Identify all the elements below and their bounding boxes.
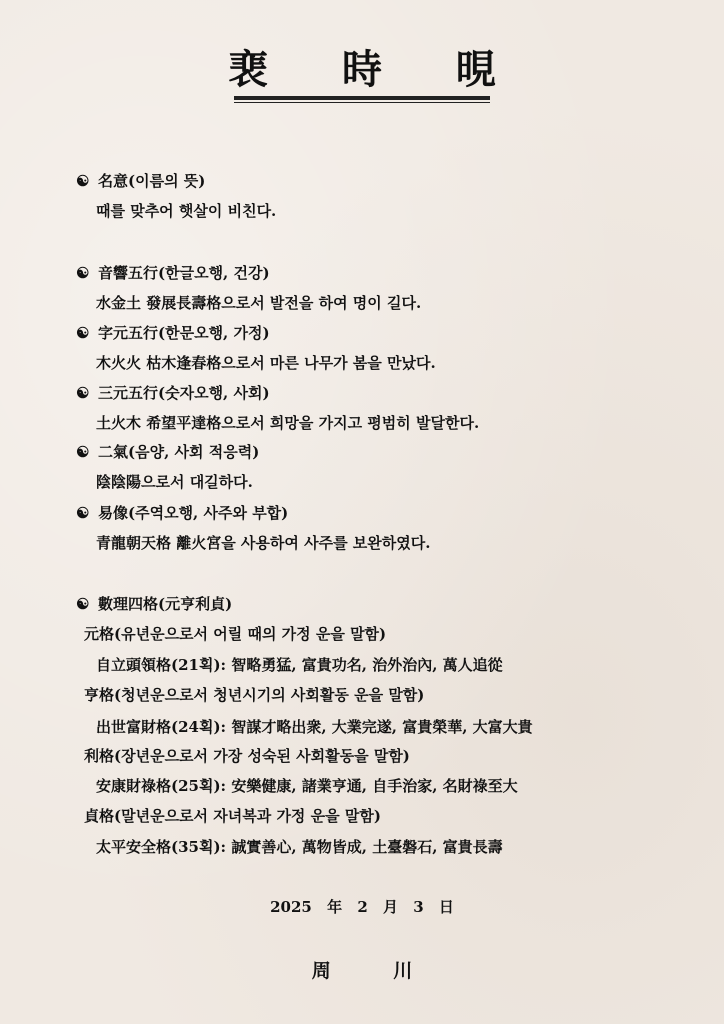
section-heading-numerology [76,593,232,614]
section-heading-sound-five-elements [76,262,270,283]
page-title: 裵 時 晛 [228,46,526,93]
document-author: 周 川 [311,960,441,982]
section-body-number-five-elements: 土火木 希望平達格으로서 희망을 가지고 평범히 발달한다. [96,414,480,432]
section-heading-character-five-elements [76,322,270,343]
section-heading-text: 音響五行(한글오행, 건강) [98,264,270,282]
yin-yang-icon: ☯ [76,172,90,190]
numerology-label-jeong: 貞格(말년운으로서 자녀복과 가정 운을 말함) [84,807,381,825]
document-date: 2025 年 2 月 3 日 [270,898,454,916]
numerology-label-hyeong: 亨格(청년운으로서 청년시기의 사회활동 운을 말함) [84,686,425,704]
numerology-detail-hyeong: 出世富財格(24획): 智謀才略出衆, 大業完遂, 富貴榮華, 大富大貴 [96,718,533,736]
section-heading-two-energies [76,441,259,462]
numerology-detail-won: 自立頭領格(21획): 智略勇猛, 富貴功名, 治外治內, 萬人追從 [96,656,503,674]
section-body-sound-five-elements: 水金土 發展長壽格으로서 발전을 하여 명이 길다. [96,294,422,312]
yin-yang-icon: ☯ [76,595,90,613]
numerology-label-won: 元格(유년운으로서 어릴 때의 가정 운을 말함) [84,625,387,643]
yin-yang-icon: ☯ [76,384,90,402]
section-body-character-five-elements: 木火火 枯木逢春格으로서 마른 나무가 봄을 만났다. [96,354,436,372]
title-underline [234,96,490,103]
section-body-iching-image: 青龍朝天格 離火宮을 사용하여 사주를 보완하였다. [96,534,431,552]
numerology-detail-i: 安康財祿格(25획): 安樂健康, 諸業亨通, 自手治家, 名財祿至大 [96,777,518,795]
yin-yang-icon: ☯ [76,504,90,522]
numerology-label-i: 利格(장년운으로서 가장 성숙된 사회활동을 말함) [84,747,410,765]
section-heading-text: 字元五行(한문오행, 가정) [98,324,270,342]
section-body-name-meaning: 때를 맞추어 햇살이 비친다. [96,202,277,220]
section-body-two-energies: 陰陰陽으로서 대길하다. [96,473,253,491]
numerology-detail-jeong: 太平安全格(35획): 誠實善心, 萬物皆成, 土臺磐石, 富貴長壽 [96,838,503,856]
section-heading-name-meaning [76,170,205,191]
yin-yang-icon: ☯ [76,443,90,461]
section-heading-text: 二氣(음양, 사회 적응력) [98,443,260,461]
yin-yang-icon: ☯ [76,264,90,282]
section-heading-text: 三元五行(숫자오행, 사회) [98,384,270,402]
section-heading-number-five-elements [76,382,270,403]
yin-yang-icon: ☯ [76,324,90,342]
section-heading-iching-image [76,502,288,523]
section-heading-text: 易像(주역오행, 사주와 부합) [98,504,289,522]
title-underline-thin [234,102,490,103]
section-heading-text: 數理四格(元亨利貞) [98,595,233,613]
section-heading-text: 名意(이름의 뜻) [98,172,206,190]
title-underline-thick [234,96,490,100]
